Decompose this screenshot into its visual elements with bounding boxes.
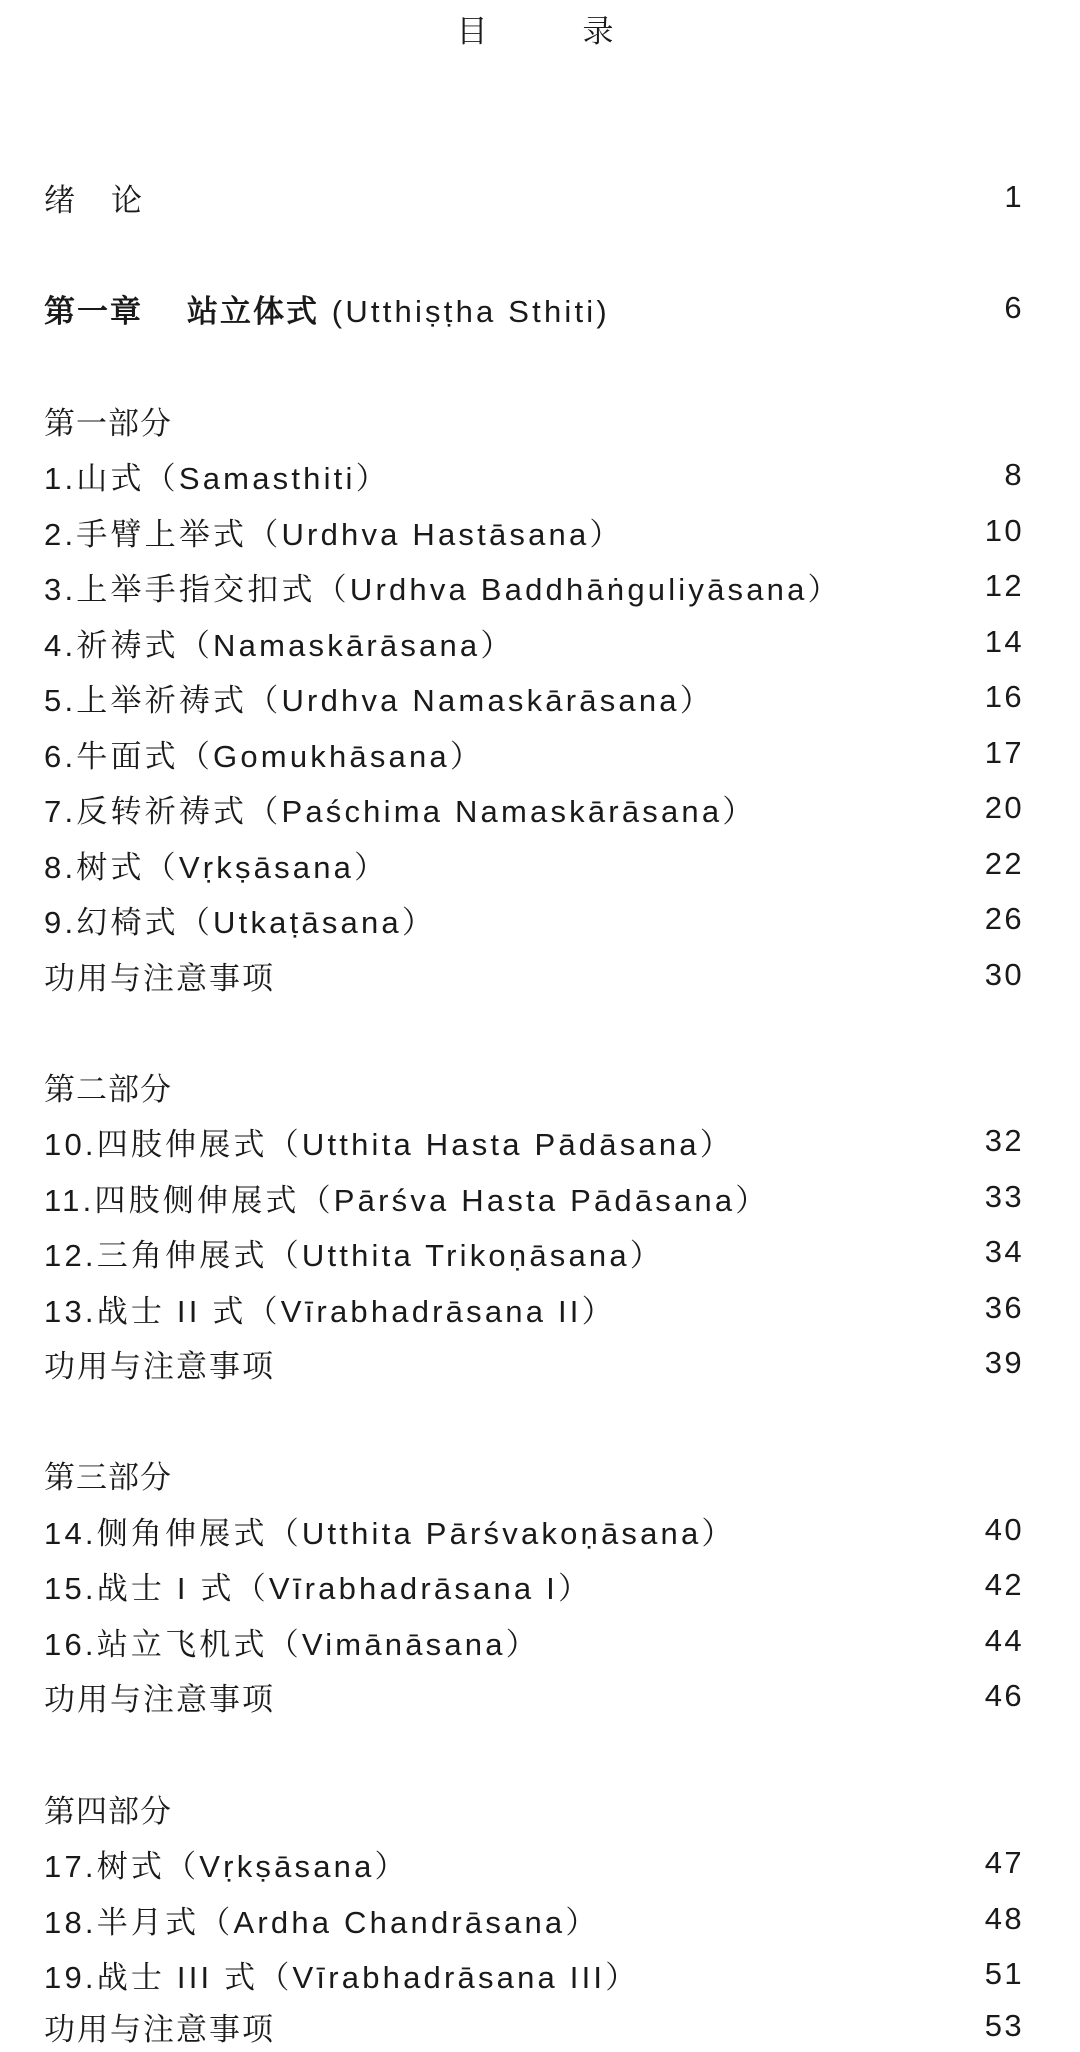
toc-entry-notes[interactable] bbox=[44, 953, 1024, 997]
toc-entry[interactable] bbox=[44, 620, 1024, 664]
toc-entry-page: 53 bbox=[984, 2008, 1024, 2043]
toc-entry-page: 22 bbox=[984, 846, 1024, 881]
toc-entry-label: 12.三角伸展式（Utthita Trikoṇāsana） bbox=[44, 1237, 664, 1273]
toc-entry-label: 功用与注意事项 bbox=[44, 1348, 275, 1385]
toc-entry-page: 33 bbox=[984, 1179, 1024, 1214]
toc-entry-label: 功用与注意事项 bbox=[44, 1681, 275, 1718]
toc-entry-label: 15.战士 I 式（Vīrabhadrāsana I） bbox=[44, 1570, 593, 1606]
toc-entry-page: 14 bbox=[984, 624, 1024, 659]
toc-entry[interactable] bbox=[44, 1841, 1024, 1885]
toc-entry-label: 功用与注意事项 bbox=[44, 960, 275, 997]
toc-chapter-heading[interactable] bbox=[44, 286, 1024, 330]
toc-entry-page: 10 bbox=[984, 513, 1024, 548]
toc-entry-page: 30 bbox=[984, 957, 1024, 992]
toc-entry[interactable] bbox=[44, 786, 1024, 830]
part-heading bbox=[44, 1452, 1024, 1496]
toc-entry-label: 10.四肢伸展式（Utthita Hasta Pādāsana） bbox=[44, 1126, 734, 1162]
toc-entry-page: 42 bbox=[984, 1567, 1024, 1602]
toc-entry[interactable] bbox=[44, 509, 1024, 553]
toc-entry-page: 32 bbox=[984, 1123, 1024, 1158]
toc-entry[interactable] bbox=[44, 1952, 1024, 1996]
chapter-title-cn: 站立体式 bbox=[187, 293, 319, 330]
toc-entry-page: 6 bbox=[1004, 290, 1024, 325]
chapter-title-latin: (Utthiṣṭha Sthiti) bbox=[331, 293, 610, 329]
toc-entry-notes[interactable] bbox=[44, 1341, 1024, 1385]
toc-entry-label: 绪论 bbox=[44, 182, 178, 219]
toc-entry-page: 34 bbox=[984, 1234, 1024, 1269]
toc-entry[interactable] bbox=[44, 897, 1024, 941]
toc-entry[interactable] bbox=[44, 1175, 1024, 1219]
toc-entry[interactable] bbox=[44, 1563, 1024, 1607]
part-heading bbox=[44, 398, 1024, 442]
part-heading bbox=[44, 1064, 1024, 1108]
toc-entry[interactable] bbox=[44, 675, 1024, 719]
toc-entry-label: 18.半月式（Ardha Chandrāsana） bbox=[44, 1904, 600, 1940]
chapter-title bbox=[44, 286, 610, 331]
toc-entry-page: 47 bbox=[984, 1845, 1024, 1880]
toc-entry-label: 13.战士 II 式（Vīrabhadrāsana II） bbox=[44, 1293, 616, 1329]
toc-entry-label: 17.树式（Vṛkṣāsana） bbox=[44, 1848, 409, 1884]
toc-entry-label: 11.四肢侧伸展式（Pārśva Hasta Pādāsana） bbox=[44, 1182, 770, 1218]
toc-entry-page: 36 bbox=[984, 1290, 1024, 1325]
page-title: 目 录 bbox=[456, 14, 646, 50]
toc-entry-label: 16.站立飞机式（Vimānāsana） bbox=[44, 1626, 540, 1662]
toc-entry-page: 17 bbox=[984, 735, 1024, 770]
toc-entry-page: 20 bbox=[984, 790, 1024, 825]
toc-entry-notes[interactable] bbox=[44, 1674, 1024, 1718]
toc-entry-page: 46 bbox=[984, 1678, 1024, 1713]
toc-entry-page: 16 bbox=[984, 679, 1024, 714]
toc-entry-page: 8 bbox=[1004, 457, 1024, 492]
toc-entry-label: 19.战士 III 式（Vīrabhadrāsana III） bbox=[44, 1959, 640, 1995]
toc-entry-page: 51 bbox=[984, 1956, 1024, 1991]
part-heading-label: 第二部分 bbox=[44, 1071, 172, 1108]
toc-entry-notes[interactable] bbox=[44, 2004, 1024, 2048]
toc-entry-label: 4.祈祷式（Namaskārāsana） bbox=[44, 627, 515, 663]
toc-entry-label: 1.山式（Samasthiti） bbox=[44, 460, 390, 496]
toc-entry[interactable] bbox=[44, 1119, 1024, 1163]
toc-entry[interactable] bbox=[44, 1286, 1024, 1330]
toc-entry-label: 8.树式（Vṛkṣāsana） bbox=[44, 849, 389, 885]
toc-entry[interactable] bbox=[44, 1230, 1024, 1274]
part-heading-label: 第三部分 bbox=[44, 1459, 172, 1496]
toc-entry-intro[interactable] bbox=[44, 175, 1024, 219]
toc-entry-label: 功用与注意事项 bbox=[44, 2011, 275, 2048]
part-heading-label: 第四部分 bbox=[44, 1793, 172, 1830]
toc-entry-label: 9.幻椅式（Utkaṭāsana） bbox=[44, 904, 437, 940]
toc-entry[interactable] bbox=[44, 1619, 1024, 1663]
toc-entry-page: 39 bbox=[984, 1345, 1024, 1380]
toc-entry-page: 40 bbox=[984, 1512, 1024, 1547]
toc-entry-label: 6.牛面式（Gomukhāsana） bbox=[44, 738, 485, 774]
toc-entry-page: 48 bbox=[984, 1901, 1024, 1936]
chapter-number: 第一章 bbox=[44, 293, 143, 330]
toc-entry-label: 3.上举手指交扣式（Urdhva Baddhāṅguliyāsana） bbox=[44, 571, 842, 607]
toc-entry[interactable] bbox=[44, 731, 1024, 775]
toc-entry-label: 7.反转祈祷式（Paśchima Namaskārāsana） bbox=[44, 793, 757, 829]
toc-entry-page: 26 bbox=[984, 901, 1024, 936]
toc-entry-label: 14.侧角伸展式（Utthita Pārśvakoṇāsana） bbox=[44, 1515, 736, 1551]
toc-entry[interactable] bbox=[44, 1508, 1024, 1552]
toc-entry-page: 44 bbox=[984, 1623, 1024, 1658]
part-heading-label: 第一部分 bbox=[44, 405, 172, 442]
toc-entry[interactable] bbox=[44, 842, 1024, 886]
toc-entry[interactable] bbox=[44, 453, 1024, 497]
toc-entry[interactable] bbox=[44, 1897, 1024, 1941]
toc-entry-page: 1 bbox=[1004, 179, 1024, 214]
toc-entry[interactable] bbox=[44, 564, 1024, 608]
toc-entry-page: 12 bbox=[984, 568, 1024, 603]
toc-entry-label: 5.上举祈祷式（Urdhva Namaskārāsana） bbox=[44, 682, 714, 718]
part-heading bbox=[44, 1786, 1024, 1830]
toc-entry-label: 2.手臂上举式（Urdhva Hastāsana） bbox=[44, 516, 624, 552]
